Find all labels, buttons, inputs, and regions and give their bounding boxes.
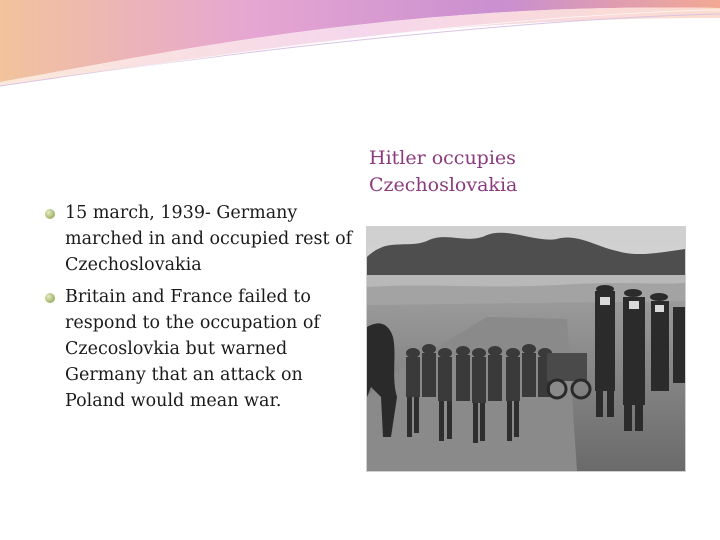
title-line-2: Czechoslovakia: [369, 174, 518, 196]
decorative-header-banner: [0, 0, 720, 90]
bullet-icon: [45, 209, 55, 219]
bullet-item: [44, 200, 364, 278]
historical-photo: [366, 226, 686, 472]
bullet-text: 15 march, 1939- Germany marched in and occupied rest of Czechoslovakia: [65, 203, 353, 275]
bullet-icon: [45, 293, 55, 303]
bullet-item: [44, 284, 364, 414]
bullet-list: [44, 200, 364, 420]
bullet-text: Britain and France failed to respond to the occupation of Czecoslovkia but warned Germany that an attack on Poland would mean war.: [65, 287, 320, 411]
slide-title: [369, 145, 699, 199]
title-line-1: Hitler occupies: [369, 147, 516, 169]
